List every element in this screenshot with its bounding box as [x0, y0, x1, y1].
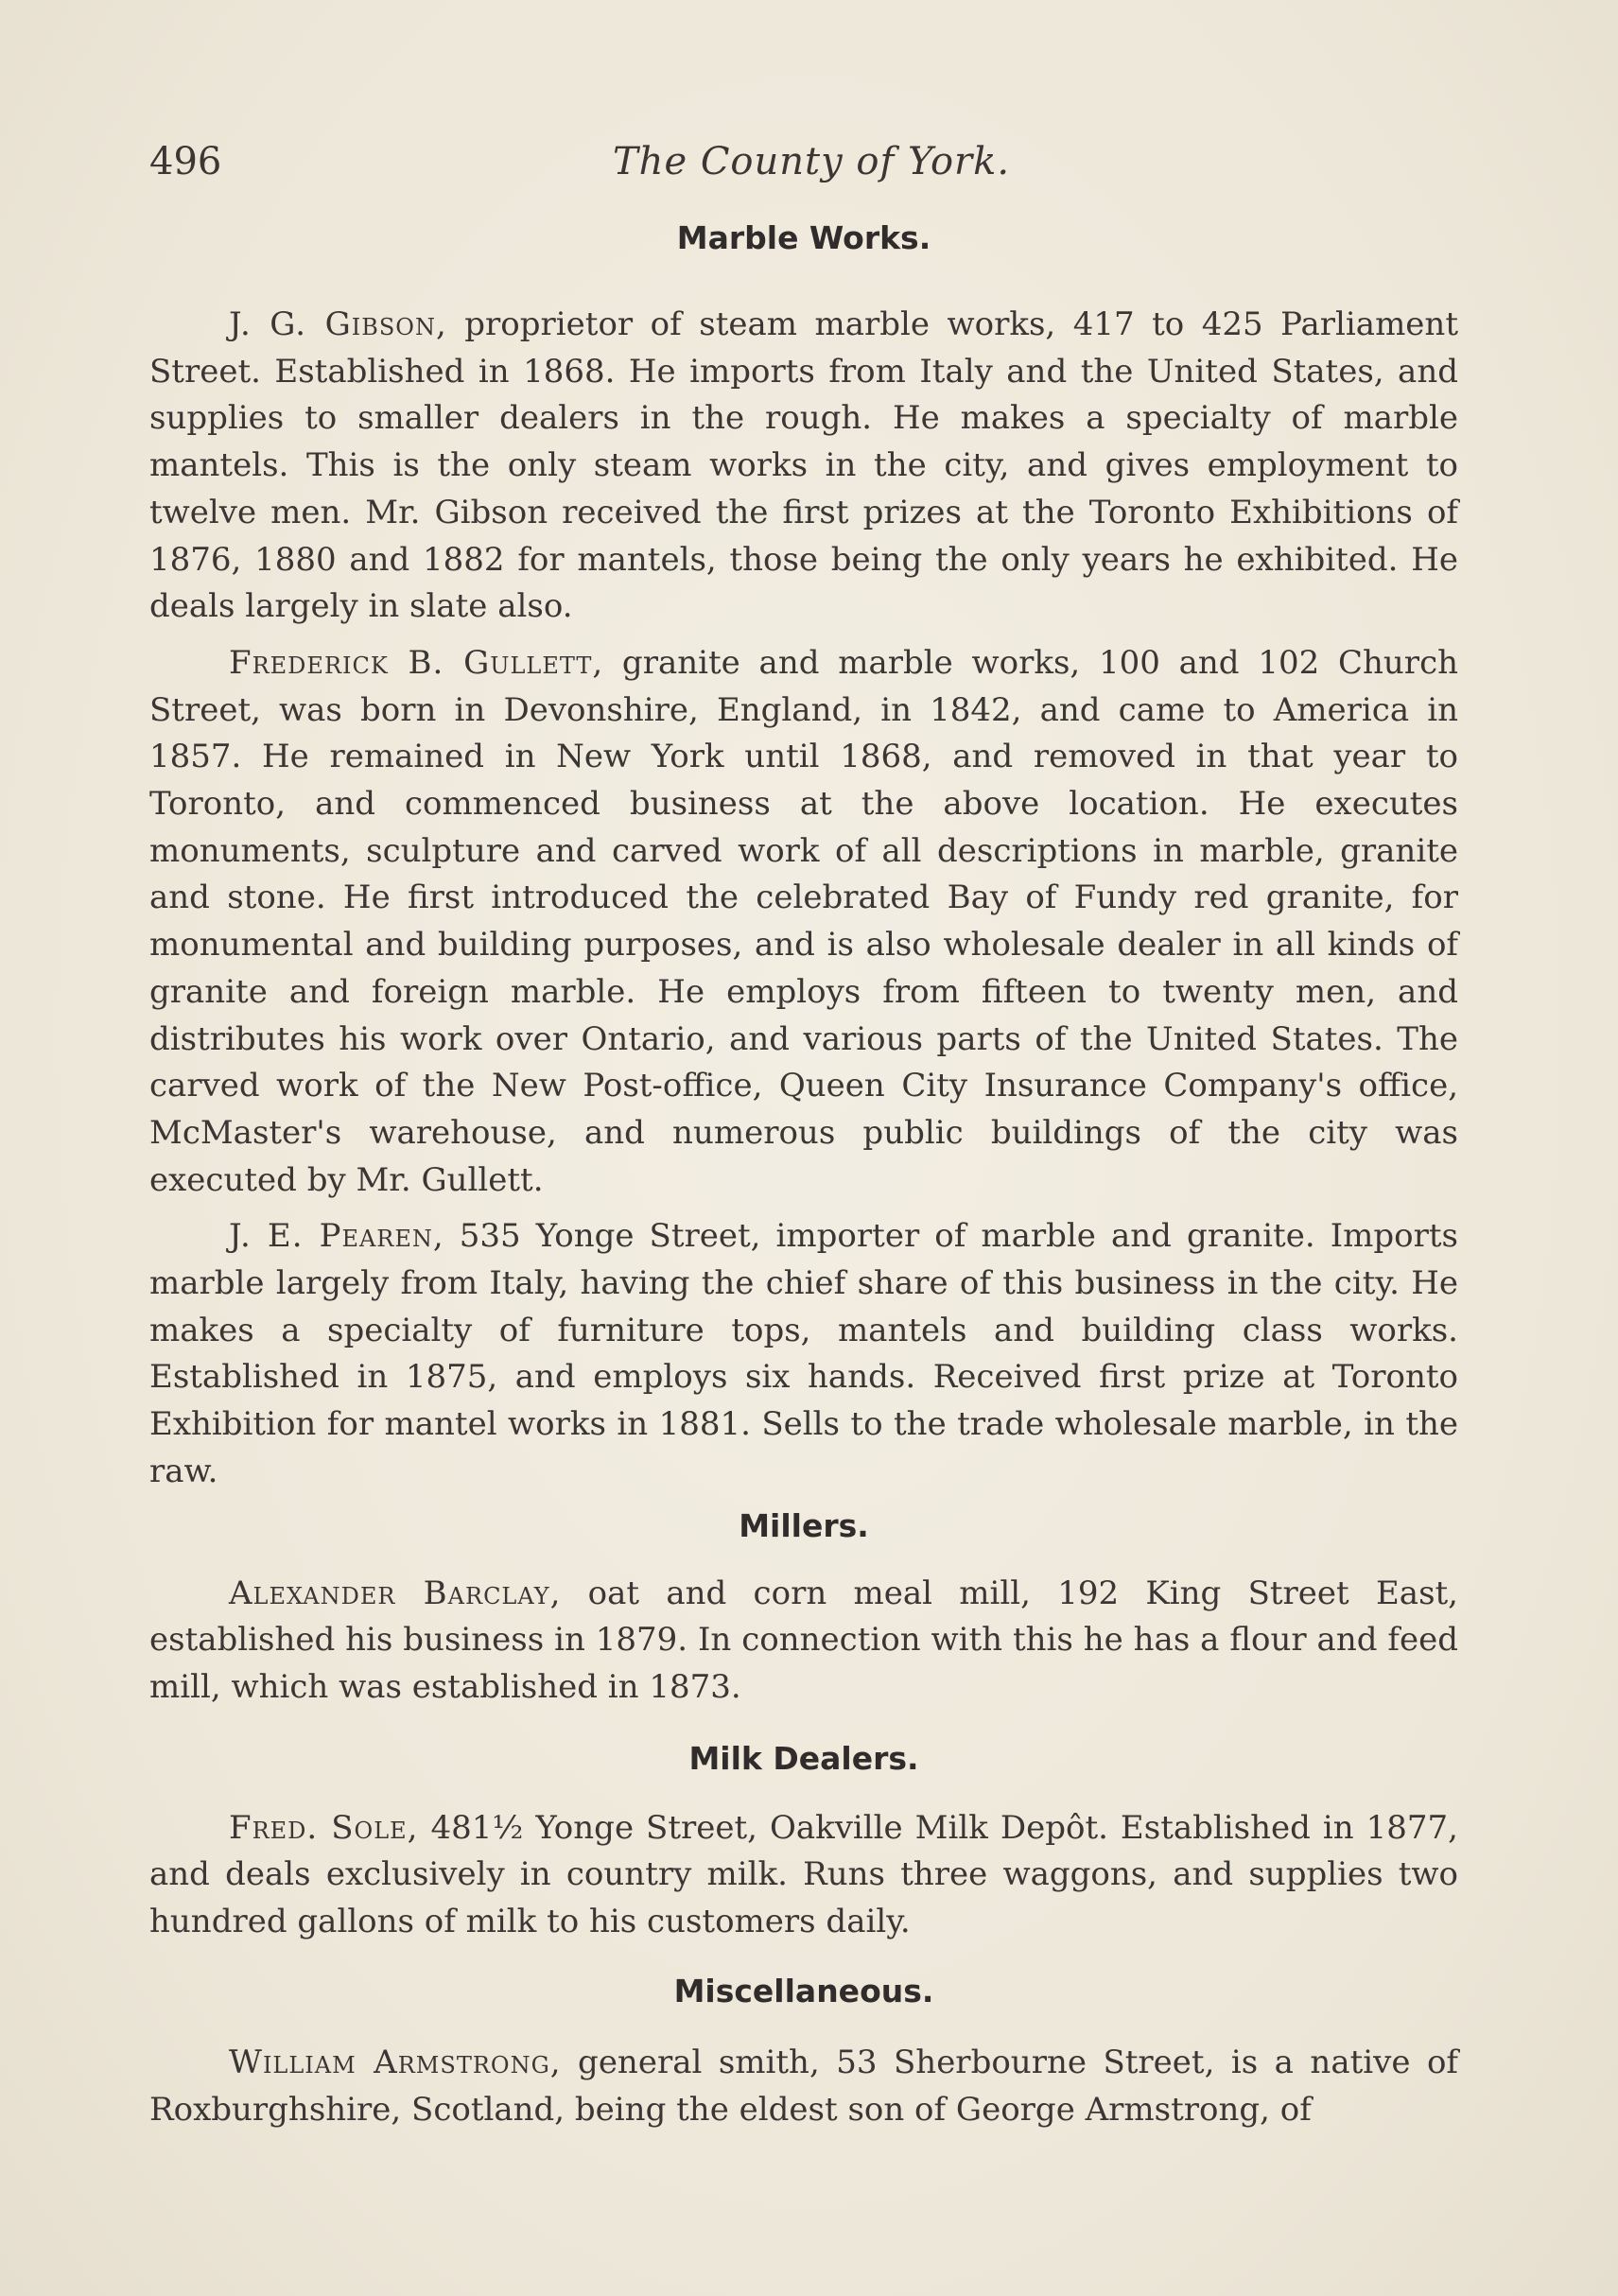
entry-name: Frederick B. Gullett,: [229, 643, 604, 682]
entry-text: oat and corn meal mill, 192 King Street East, established his business in 1879. In connection with this he has a flour and feed mill, which was established in 1873.: [149, 1574, 1458, 1706]
entry-sole: [149, 1805, 1458, 1946]
entry-name: J. E. Pearen,: [229, 1217, 444, 1256]
entry-text: general smith, 53 Sherbourne Street, is a native of Roxburghshire, Scotland, being the eldest son of George Armstrong, of: [149, 2043, 1458, 2129]
section-heading-miscellaneous: Miscellaneous.: [673, 1972, 934, 2009]
page-body: [149, 219, 1458, 2133]
page-header: [149, 140, 1454, 197]
entry-gullett: [149, 640, 1458, 1204]
entry-barclay: [149, 1571, 1458, 1712]
entry-name: Alexander Barclay,: [229, 1574, 562, 1612]
entry-text: 481½ Yonge Street, Oakville Milk Depôt. Established in 1877, and deals exclusively in country milk. Runs three waggons, and supplies two hundred gallons of milk to his customers daily.: [149, 1808, 1458, 1941]
running-title: The County of York.: [613, 140, 1011, 183]
section-heading-millers: Millers.: [739, 1506, 869, 1544]
entry-gibson: [149, 302, 1458, 631]
section-heading-marble-works: Marble Works.: [676, 219, 931, 256]
page-number: 496: [149, 140, 222, 183]
entry-text: 535 Yonge Street, importer of marble and granite. Imports marble largely from Italy, having the chief share of this business in the city. He makes a specialty of furniture tops, mantels and building class works. Established in 1875, and employs six hands. Received first prize at Toronto Exhibition for mantel works in 1881. Sells to the trade wholesale marble, in the raw.: [149, 1217, 1458, 1490]
entry-name: William Armstrong,: [229, 2043, 562, 2081]
entry-name: J. G. Gibson,: [229, 305, 447, 343]
entry-text: proprietor of steam marble works, 417 to 425 Parliament Street. Established in 1868. He imports from Italy and the United States, and supplies to smaller dealers in the rough. He makes a specialty of marble mantels. This is the only steam works in the city, and gives employment to twelve men. Mr. Gibson received the first prizes at the Toronto Exhibitions of 1876, 1880 and 1882 for mantels, those being the only years he exhibited. He deals largely in slate also.: [149, 305, 1458, 626]
entry-text: granite and marble works, 100 and 102 Church Street, was born in Devonshire, England, in 1842, and came to America in 1857. He remained in New York until 1868, and removed in that year to Toronto, and commenced business at the above location. He executes monuments, sculpture and carved work of all descriptions in marble, granite and stone. He first introduced the celebrated Bay of Fundy red granite, for monumental and building purposes, and is also wholesale dealer in all kinds of granite and foreign marble. He employs from fifteen to twenty men, and distributes his work over Ontario, and various parts of the United States. The carved work of the New Post-office, Queen City Insurance Company's office, McMaster's warehouse, and numerous public buildings of the city was executed by Mr. Gullett.: [149, 643, 1459, 1199]
entry-name: Fred. Sole,: [229, 1808, 419, 1847]
entry-armstrong: [149, 2040, 1458, 2133]
section-heading-milk-dealers: Milk Dealers.: [688, 1739, 919, 1777]
entry-pearen: [149, 1213, 1458, 1495]
